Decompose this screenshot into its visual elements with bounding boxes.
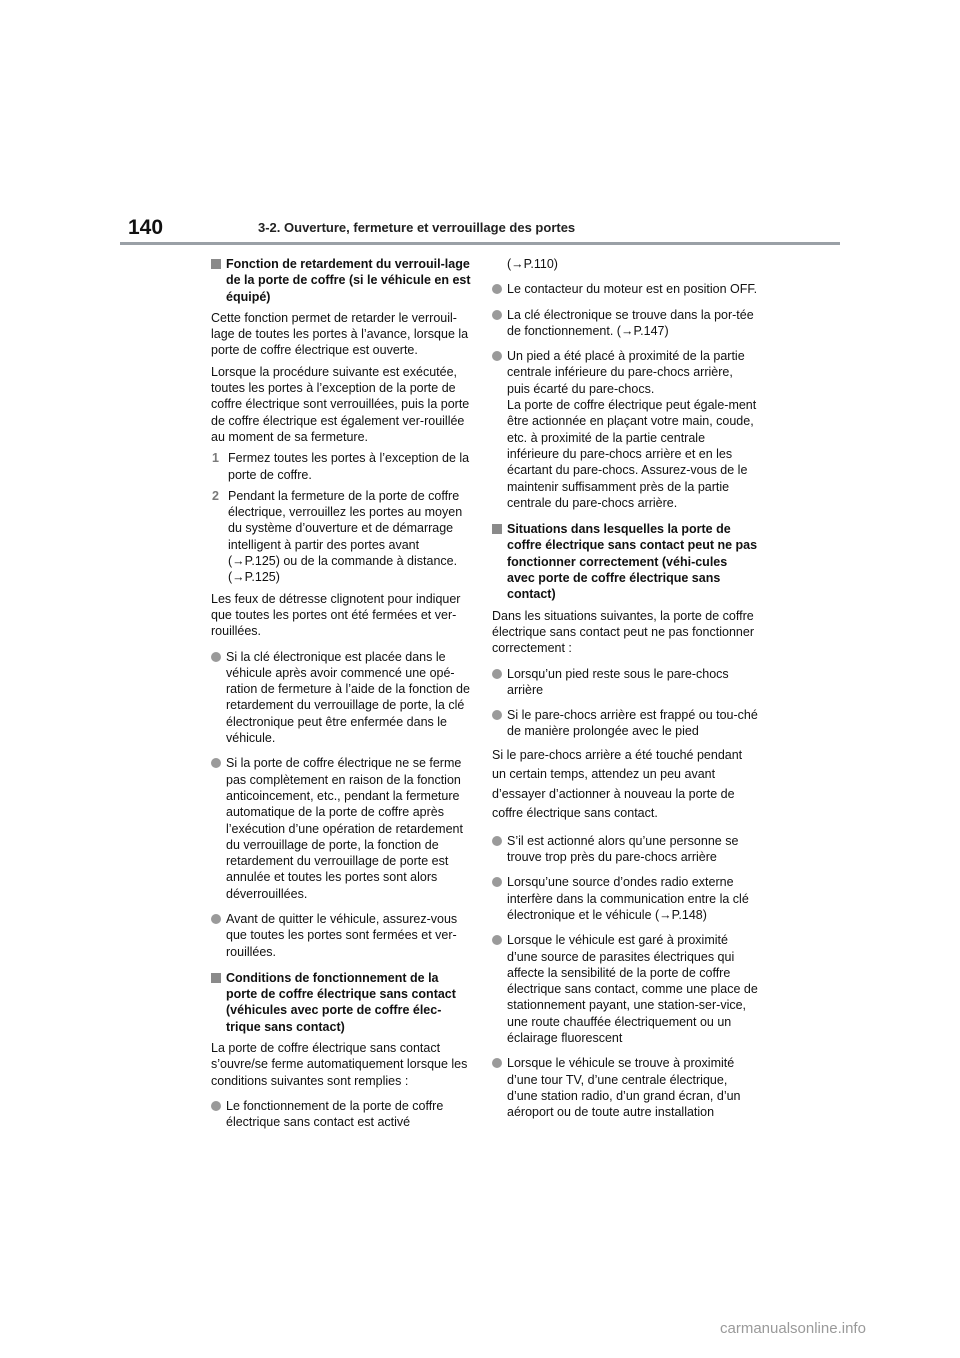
round-bullet-icon [492, 351, 502, 361]
list-item [492, 833, 758, 866]
round-bullet-icon [492, 284, 502, 294]
list-item [492, 707, 758, 740]
round-bullet-icon [211, 652, 221, 662]
list-item-text: Lorsque le véhicule est garé à proximité d’une source de parasites électriques qui affecte la sensibilité de la porte de coffre électrique sans contact, comme une place de stationnement payant, une station-ser-vice, une route chauffée électriquement ou un éclairage fluorescent [507, 933, 758, 1045]
heading-text: Fonction de retardement du verrouil-lage de la porte de coffre (si le véhicule en est équipé) [226, 257, 471, 304]
round-bullet-icon [211, 758, 221, 768]
round-bullet-icon [492, 1058, 502, 1068]
section-heading [492, 521, 758, 602]
list-item-continuation: (→P.110) [507, 257, 558, 271]
step-item [211, 450, 473, 483]
list-item [492, 932, 758, 1046]
list-item [211, 911, 473, 960]
list-item [492, 874, 758, 923]
round-bullet-icon [492, 710, 502, 720]
round-bullet-icon [492, 836, 502, 846]
paragraph: Dans les situations suivantes, la porte de coffre électrique sans contact peut ne pas fonctionner correctement : [492, 608, 754, 656]
right-column [492, 256, 758, 1126]
list-item-text: Un pied a été placé à proximité de la partie centrale inférieure du pare-chocs arrière, puis écarté du pare-chocs. [507, 349, 745, 396]
round-bullet-icon [492, 935, 502, 945]
list-item-note: La porte de coffre électrique peut égale-ment être actionnée en plaçant votre main, coude, etc. à proximité de la partie centrale inférieure du pare-chocs arrière et en les écartant du pare-chocs. Assurez-vous de le maintenir suffisamment près de la partie centrale du pare-chocs arrière. [507, 398, 757, 510]
list-item-text: Si la clé électronique est placée dans le véhicule après avoir commencé une opé-ration de fermeture à l’aide de la fonction de retardement du verrouillage de porte, la clé électronique peut être enfermée dans le véhicule. [226, 649, 470, 746]
step-number: 1 [212, 451, 219, 466]
page-number: 140 [128, 216, 164, 239]
list-item-text: S’il est actionné alors qu’une personne se trouve trop près du pare-chocs arrière [507, 833, 739, 865]
list-item [492, 1055, 758, 1120]
paragraph: Cette fonction permet de retarder le verrouil-lage de toutes les portes à l’avance, lorsque la porte de coffre électrique est ouverte. [211, 310, 469, 358]
list-item-text: Si la porte de coffre électrique ne se ferme pas complètement en raison de la fonction anticoincement, etc., pendant la fermeture automatique de la porte de coffre après l’exécution d’une opération de retardement du verrouillage de porte, la fonction de retardement du verrouillage de porte est annulée et toutes les portes sont alors déverrouillées. [226, 756, 463, 901]
paragraph: Si le pare-chocs arrière a été touché pendant un certain temps, attendez un peu avant d’essayer d’actionner à nouveau la porte de coffre électrique sans contact. [492, 747, 743, 821]
list-item-text: Avant de quitter le véhicule, assurez-vous que toutes les portes sont fermées et ver-rouillées. [226, 911, 458, 959]
list-item-text: Lorsque le véhicule se trouve à proximité d’une tour TV, d’une centrale électrique, d’une station radio, d’un grand écran, d’un aéroport ou de toute autre installation [507, 1056, 741, 1120]
heading-text: Conditions de fonctionnement de la porte de coffre électrique sans contact (véhicules avec porte de coffre élec-trique sans contact) [226, 970, 456, 1034]
left-column [211, 256, 473, 1137]
list-item-text: Le fonctionnement de la porte de coffre électrique sans contact est activé [226, 1098, 444, 1130]
list-item-text: Si le pare-chocs arrière est frappé ou tou-ché de manière prolongée avec le pied [507, 708, 758, 739]
round-bullet-icon [211, 1101, 221, 1111]
section-heading [211, 256, 473, 305]
round-bullet-icon [492, 877, 502, 887]
watermark: carmanualsonline.info [720, 1320, 866, 1337]
heading-text: Situations dans lesquelles la porte de coffre électrique sans contact peut ne pas fonctionner correctement (véhi-cules avec porte de coffre électrique sans contact) [507, 522, 758, 602]
paragraph: La porte de coffre électrique sans contact s’ouvre/se ferme automatiquement lorsque les conditions suivantes sont remplies : [211, 1041, 468, 1088]
paragraph: Les feux de détresse clignotent pour indiquer que toutes les portes ont été fermées et ver-rouillées. [211, 591, 461, 639]
list-item-text: Le contacteur du moteur est en position OFF. [507, 282, 758, 297]
list-item-text: Lorsqu’une source d’ondes radio externe interfère dans la communication entre la clé électronique et le véhicule (→P.148) [507, 875, 749, 922]
list-item [492, 348, 758, 511]
round-bullet-icon [492, 669, 502, 679]
square-bullet-icon [211, 259, 221, 269]
header-divider [120, 242, 840, 245]
step-text: Pendant la fermeture de la porte de coffre électrique, verrouillez les portes au moyen du système d’ouverture et de démarrage intelligent à partir des portes avant (→P.125) ou de la commande à distance. (→P.125) [228, 488, 463, 585]
square-bullet-icon [211, 973, 221, 983]
list-item-text: La clé électronique se trouve dans la por-tée de fonctionnement. (→P.147) [507, 307, 754, 338]
list-item [211, 649, 473, 747]
paragraph: Lorsque la procédure suivante est exécutée, toutes les portes à l’exception de la porte de coffre électrique sont verrouillées, puis la porte de coffre électrique est également ver-rouillée au moment de sa fermeture. [211, 364, 470, 444]
step-text: Fermez toutes les portes à l’exception de la porte de coffre. [228, 451, 470, 482]
list-item-text: Lorsqu’un pied reste sous le pare-chocs arrière [507, 666, 729, 697]
list-item [492, 281, 758, 297]
list-item [211, 1098, 473, 1131]
step-item [211, 488, 473, 586]
list-item [211, 755, 473, 902]
section-title: 3-2. Ouverture, fermeture et verrouillage des portes [258, 220, 576, 235]
square-bullet-icon [492, 524, 502, 534]
round-bullet-icon [492, 310, 502, 320]
list-item [492, 666, 758, 699]
round-bullet-icon [211, 914, 221, 924]
list-item [492, 307, 758, 340]
section-heading [211, 970, 473, 1035]
step-number: 2 [212, 488, 219, 503]
